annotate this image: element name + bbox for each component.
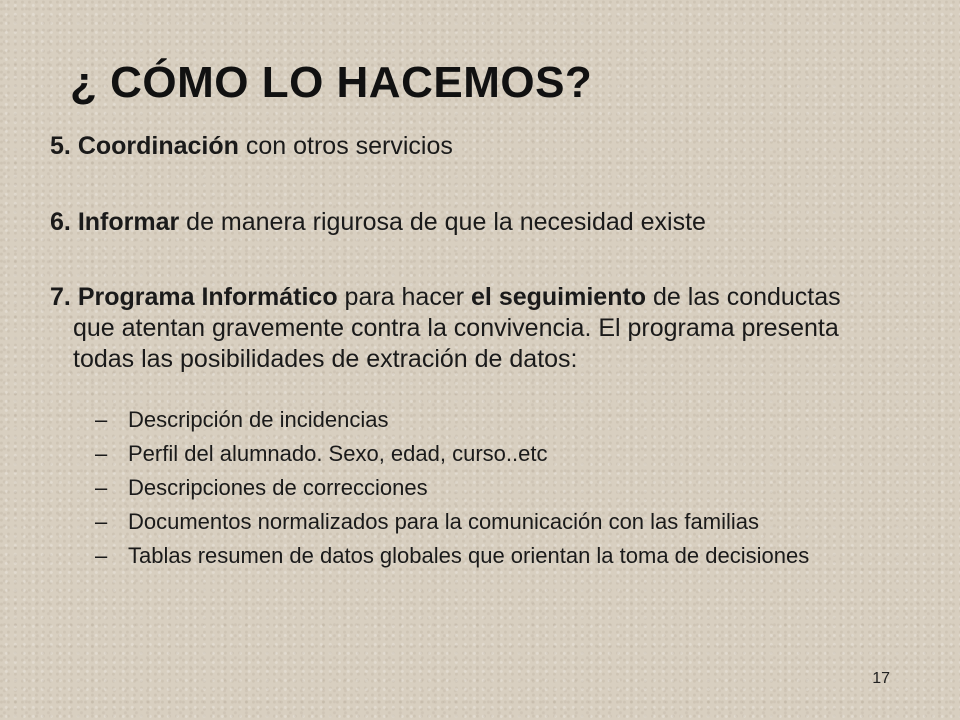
list-item-text: Descripción de incidencias	[128, 407, 389, 432]
dash-bullet: –	[95, 441, 108, 466]
page-number: 17	[872, 670, 890, 687]
dash-bullet: –	[95, 543, 108, 568]
list-item	[95, 408, 915, 432]
point-coordination	[50, 130, 453, 162]
dash-bullet: –	[95, 407, 108, 432]
list-item-text: Perfil del alumnado. Sexo, edad, curso..etc	[128, 441, 548, 466]
point-text: de manera rigurosa de que la necesidad existe	[186, 208, 706, 236]
point-number: 6.	[50, 208, 71, 236]
point-inform	[50, 206, 706, 238]
dash-bullet: –	[95, 475, 108, 500]
point-number: 7.	[50, 283, 71, 311]
data-extraction-list	[95, 408, 915, 578]
dash-bullet: –	[95, 509, 108, 534]
point-text: para hacer	[344, 283, 465, 311]
point-keyword: Programa Informático	[77, 283, 338, 311]
point-text-continued: de las conductas que atentan gravemente contra la convivencia. El programa presenta todas las posibilidades de extración de datos:	[73, 283, 841, 373]
list-item	[95, 510, 915, 534]
list-item-text: Descripciones de correcciones	[128, 475, 428, 500]
list-item	[95, 544, 915, 568]
slide-title: ¿ CÓMO LO HACEMOS?	[70, 58, 593, 107]
point-software	[50, 282, 873, 375]
list-item-text: Tablas resumen de datos globales que orientan la toma de decisiones	[128, 543, 810, 568]
list-item	[95, 442, 915, 466]
point-keyword: Coordinación	[77, 132, 239, 160]
point-keyword-secondary: el seguimiento	[471, 283, 647, 311]
point-number: 5.	[50, 132, 71, 160]
list-item	[95, 476, 915, 500]
list-item-text: Documentos normalizados para la comunicación con las familias	[128, 509, 759, 534]
point-keyword: Informar	[77, 208, 180, 236]
point-text: con otros servicios	[245, 132, 453, 160]
